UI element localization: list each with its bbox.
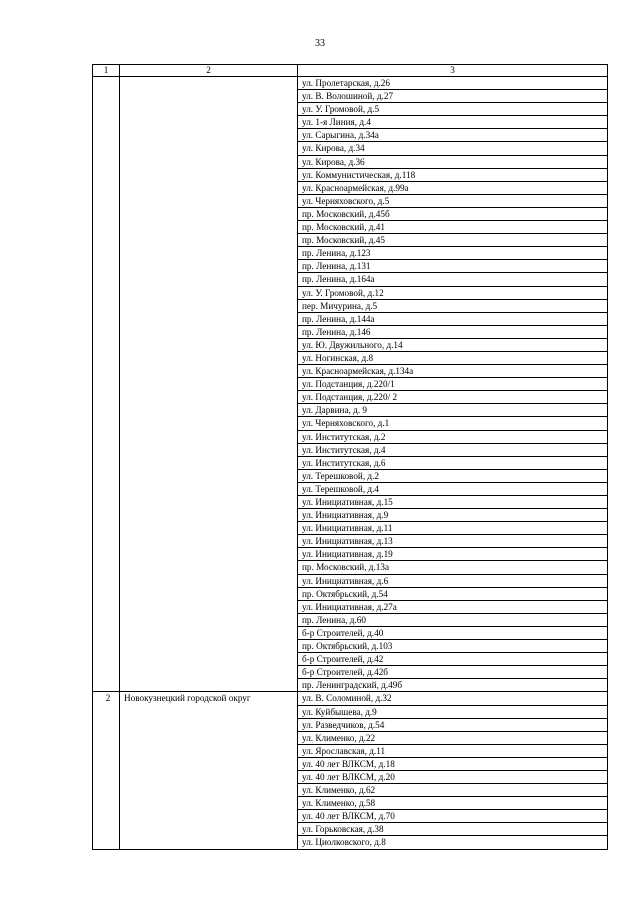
address-cell: пр. Московский, д.13а — [298, 561, 608, 574]
address-cell: пр. Ленина, д.146 — [298, 325, 608, 338]
address-cell: пр. Ленина, д.131 — [298, 260, 608, 273]
address-cell: ул. Ногинская, д.8 — [298, 351, 608, 364]
address-cell: ул. Инициативная, д.11 — [298, 522, 608, 535]
row-number-cell: 2 — [93, 692, 120, 849]
address-cell: б-р Строителей, д.42 — [298, 653, 608, 666]
table-row — [93, 77, 608, 90]
header-row — [93, 65, 608, 77]
municipality-cell: Новокузнецкий городской округ — [120, 692, 298, 849]
address-cell: пр. Московский, д.45б — [298, 207, 608, 220]
address-cell: ул. Циолковского, д.8 — [298, 836, 608, 849]
address-cell: ул. Инициативная, д.6 — [298, 574, 608, 587]
column-header-1: 1 — [93, 65, 120, 77]
address-cell: ул. Пролетарская, д.26 — [298, 77, 608, 90]
table-body — [93, 77, 608, 850]
address-cell: ул. Красноармейская, д.134а — [298, 365, 608, 378]
address-cell: ул. В. Соломиной, д.32 — [298, 692, 608, 705]
address-cell: ул. Черняховского, д.5 — [298, 194, 608, 207]
address-cell: ул. Инициативная, д.19 — [298, 548, 608, 561]
address-cell: ул. Клименко, д.62 — [298, 784, 608, 797]
address-cell: ул. Терешковой, д.4 — [298, 482, 608, 495]
page-number: 33 — [315, 38, 325, 49]
address-cell: ул. Разведчиков, д.54 — [298, 718, 608, 731]
address-cell: ул. Инициативная, д.13 — [298, 535, 608, 548]
table-row — [93, 692, 608, 705]
address-cell: ул. Институтская, д.4 — [298, 443, 608, 456]
address-cell: ул. У. Громовой, д.5 — [298, 103, 608, 116]
address-cell: ул. Сарыгина, д.34а — [298, 129, 608, 142]
table-header — [93, 65, 608, 77]
address-cell: пр. Октябрьский, д.54 — [298, 587, 608, 600]
address-cell: ул. Институтская, д.6 — [298, 456, 608, 469]
address-cell: пр. Ленинградский, д.49б — [298, 679, 608, 692]
address-cell: ул. Куйбышева, д.9 — [298, 705, 608, 718]
address-cell: ул. Инициативная, д.15 — [298, 496, 608, 509]
address-cell: ул. Черняховского, д.1 — [298, 417, 608, 430]
address-cell: пр. Ленина, д.144а — [298, 312, 608, 325]
address-cell: ул. Коммунистическая, д.118 — [298, 168, 608, 181]
address-cell: пр. Ленина, д.60 — [298, 613, 608, 626]
address-cell: ул. Подстанция, д.220/1 — [298, 378, 608, 391]
address-cell: ул. Горьковская, д.38 — [298, 823, 608, 836]
address-cell: ул. 40 лет ВЛКСМ, д.70 — [298, 810, 608, 823]
address-cell: пр. Октябрьский, д.103 — [298, 640, 608, 653]
address-cell: ул. Терешковой, д.2 — [298, 469, 608, 482]
address-cell: пр. Ленина, д.123 — [298, 247, 608, 260]
address-cell: ул. Кирова, д.36 — [298, 155, 608, 168]
address-cell: ул. Институтская, д.2 — [298, 430, 608, 443]
address-table — [92, 64, 608, 850]
address-cell: ул. Инициативная, д.9 — [298, 509, 608, 522]
column-header-2: 2 — [120, 65, 298, 77]
address-cell: пр. Московский, д.41 — [298, 221, 608, 234]
address-cell: ул. Красноармейская, д.99а — [298, 181, 608, 194]
address-cell: ул. Дарвина, д. 9 — [298, 404, 608, 417]
address-cell: ул. Кирова, д.34 — [298, 142, 608, 155]
address-cell: ул. 40 лет ВЛКСМ, д.20 — [298, 770, 608, 783]
address-cell: ул. У. Громовой, д.12 — [298, 286, 608, 299]
address-cell: ул. 1-я Линия, д.4 — [298, 116, 608, 129]
address-cell: ул. В. Волошиной, д.27 — [298, 90, 608, 103]
address-cell: пр. Московский, д.45 — [298, 234, 608, 247]
row-number-cell — [93, 77, 120, 692]
address-cell: пер. Мичурина, д.5 — [298, 299, 608, 312]
address-cell: ул. 40 лет ВЛКСМ, д.18 — [298, 757, 608, 770]
address-cell: ул. Ю. Двужильного, д.14 — [298, 338, 608, 351]
column-header-3: 3 — [298, 65, 608, 77]
address-cell: б-р Строителей, д.42б — [298, 666, 608, 679]
address-cell: б-р Строителей, д.40 — [298, 626, 608, 639]
municipality-cell — [120, 77, 298, 692]
address-cell: ул. Клименко, д.22 — [298, 731, 608, 744]
address-cell: ул. Инициативная, д.27а — [298, 600, 608, 613]
address-cell: ул. Ярославская, д.11 — [298, 744, 608, 757]
address-cell: ул. Клименко, д.58 — [298, 797, 608, 810]
address-cell: пр. Ленина, д.164а — [298, 273, 608, 286]
address-cell: ул. Подстанция, д.220/ 2 — [298, 391, 608, 404]
